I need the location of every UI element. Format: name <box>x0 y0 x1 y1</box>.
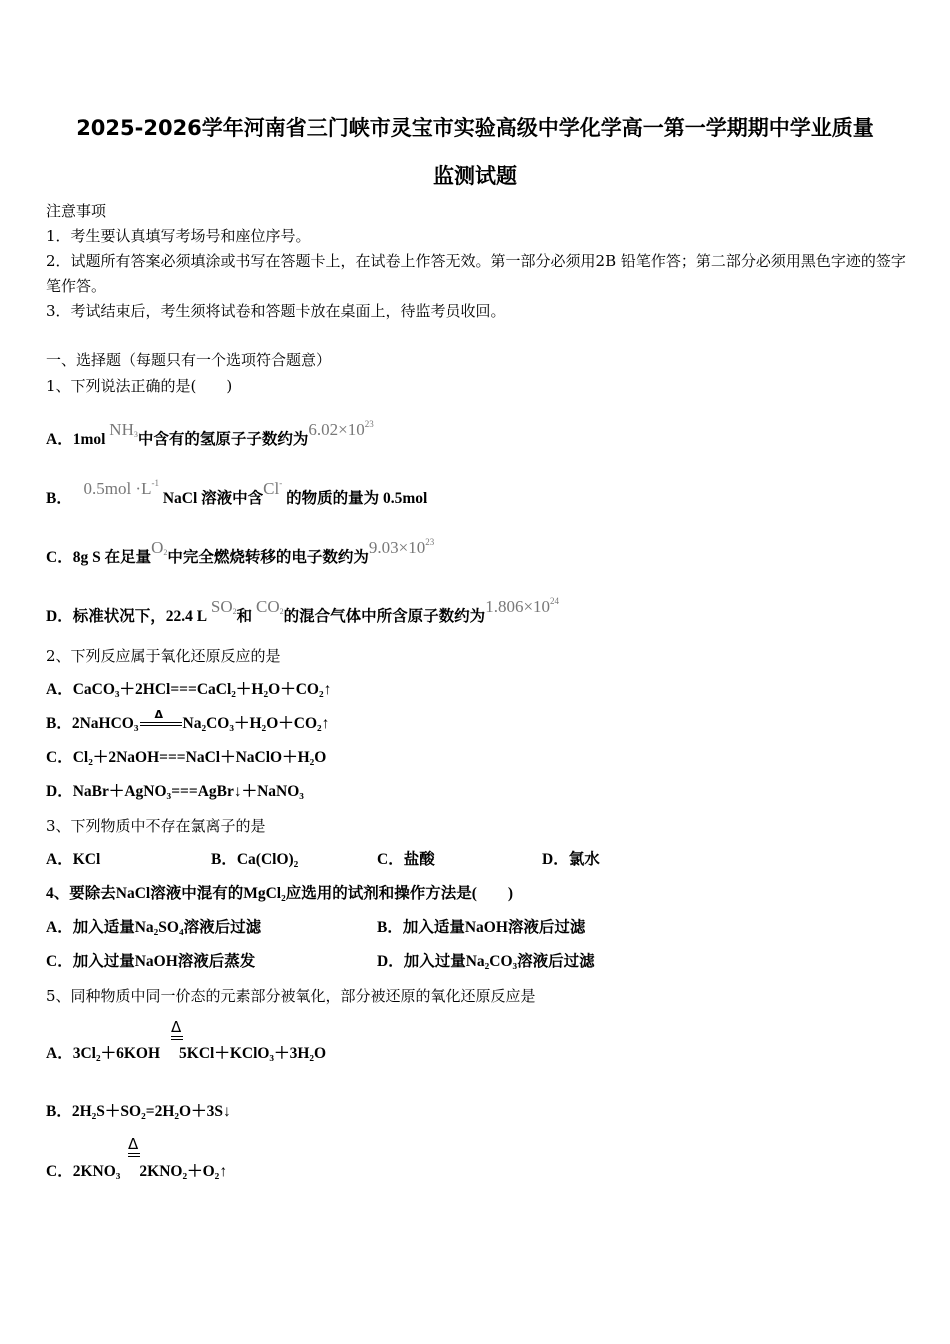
q5-option-b: B．2H₂S＋SO₂=2H₂O＋3S↓ <box>46 1103 231 1120</box>
q1-option-c: C．8g S 在足量$O_2$中完全燃烧转移的电子数约为$9.03\times 10^{23}$ <box>46 537 435 566</box>
notice-item-2: 2．试题所有答案必须填涂或书写在答题卡上，在试卷上作答无效。第一部分必须用2B 铅笔作答；第二部分必须用黑色字迹的签字笔作答。 <box>46 252 906 295</box>
q1c-formula-o2: $O_2$ <box>151 538 168 557</box>
notice-item-3: 3．考试结束后，考生须将试卷和答题卡放在桌面上，待监考员收回。 <box>46 302 506 320</box>
q4-option-b: B．加入适量NaOH溶液后过滤 <box>377 919 586 936</box>
q1c-number: $9.03\times 10^{23}$ <box>368 537 435 557</box>
q4-options-row1 <box>46 917 906 939</box>
q4-option-a: A．加入适量Na₂SO₄溶液后过滤 <box>46 919 262 936</box>
notice-heading: 注意事项 <box>46 202 107 220</box>
heat-condition-symbol: Δ <box>140 718 182 728</box>
q1-option-a: A．1mol $NH_3$中含有的氢原子子数约为$6.02\times 10^{23}$ <box>46 419 374 448</box>
q1b-concentration: $0.5mol \cdot L^{-1}$ <box>83 478 159 498</box>
q2-option-a: A．CaCO₃＋2HCl===CaCl₂＋H₂O＋CO₂↑ <box>46 681 332 698</box>
q5-option-c: C．2KNO₃ 2KNO₂＋O₂↑ <box>46 1163 228 1180</box>
q1d-formula-co2: $CO_2$ <box>256 597 284 616</box>
q5-option-a: A．3Cl₂＋6KOH 5KCl＋KClO₃＋3H₂O <box>46 1045 327 1062</box>
question-2-stem: 2、下列反应属于氧化还原反应的是 <box>46 647 281 665</box>
q4-option-c: C．加入过量NaOH溶液后蒸发 <box>46 953 256 970</box>
q5a-heat-symbol: Δ <box>171 1018 181 1036</box>
q3-option-b: B．Ca(ClO)₂ <box>211 851 299 868</box>
q3-options <box>46 849 906 871</box>
question-1-stem: 1、下列说法正确的是( ) <box>46 377 233 395</box>
q4-option-d: D．加入过量Na₂CO₃溶液后过滤 <box>377 953 595 970</box>
q4-options-row2 <box>46 951 906 973</box>
section-heading: 一、选择题（每题只有一个选项符合题意） <box>46 351 332 369</box>
q1a-number: $6.02\times 10^{23}$ <box>308 419 374 439</box>
notice-item-1: 1．考生要认真填写考场号和座位序号。 <box>46 227 311 245</box>
q1-option-b: B． $0.5mol \cdot L^{-1}$ NaCl 溶液中含Cl- 的物质的量为 0.5mol <box>46 478 428 507</box>
q1d-formula-so2: $SO_2$ <box>210 597 237 616</box>
q5c-heat-symbol: Δ <box>128 1135 138 1153</box>
q2-option-b: B．2NaHCO₃ Δ Na₂CO₃＋H₂O＋CO₂↑ <box>46 708 330 732</box>
question-4-stem: 4、要除去NaCl溶液中混有的MgCl₂应选用的试剂和操作方法是( ) <box>46 885 514 902</box>
exam-title-line1: 2025-2026学年河南省三门峡市灵宝市实验高级中学化学高一第一学期期中学业质量 <box>76 116 874 140</box>
q3-option-c: C．盐酸 <box>377 851 435 868</box>
q2-option-d: D．NaBr＋AgNO₃===AgBr↓＋NaNO₃ <box>46 783 304 800</box>
q1d-number: $1.806\times 10^{24}$ <box>485 596 560 616</box>
q1a-formula-nh3: $NH_3$ <box>109 420 138 439</box>
q3-option-a: A．KCl <box>46 851 101 868</box>
question-3-stem: 3、下列物质中不存在氯离子的是 <box>46 817 266 835</box>
exam-title-line2: 监测试题 <box>433 164 517 188</box>
q2-option-c: C．Cl₂＋2NaOH===NaCl＋NaClO＋H₂O <box>46 749 327 766</box>
q1b-chloride: Cl- <box>263 478 283 498</box>
q1-option-d: D．标准状况下，22.4 L $SO_2$和 $CO_2$的混合气体中所含原子数约为$1.806\times 10^{24}$ <box>46 596 560 625</box>
q3-option-d: D．氯水 <box>542 851 600 868</box>
question-5-stem: 5、同种物质中同一价态的元素部分被氧化，部分被还原的氧化还原反应是 <box>46 987 536 1005</box>
